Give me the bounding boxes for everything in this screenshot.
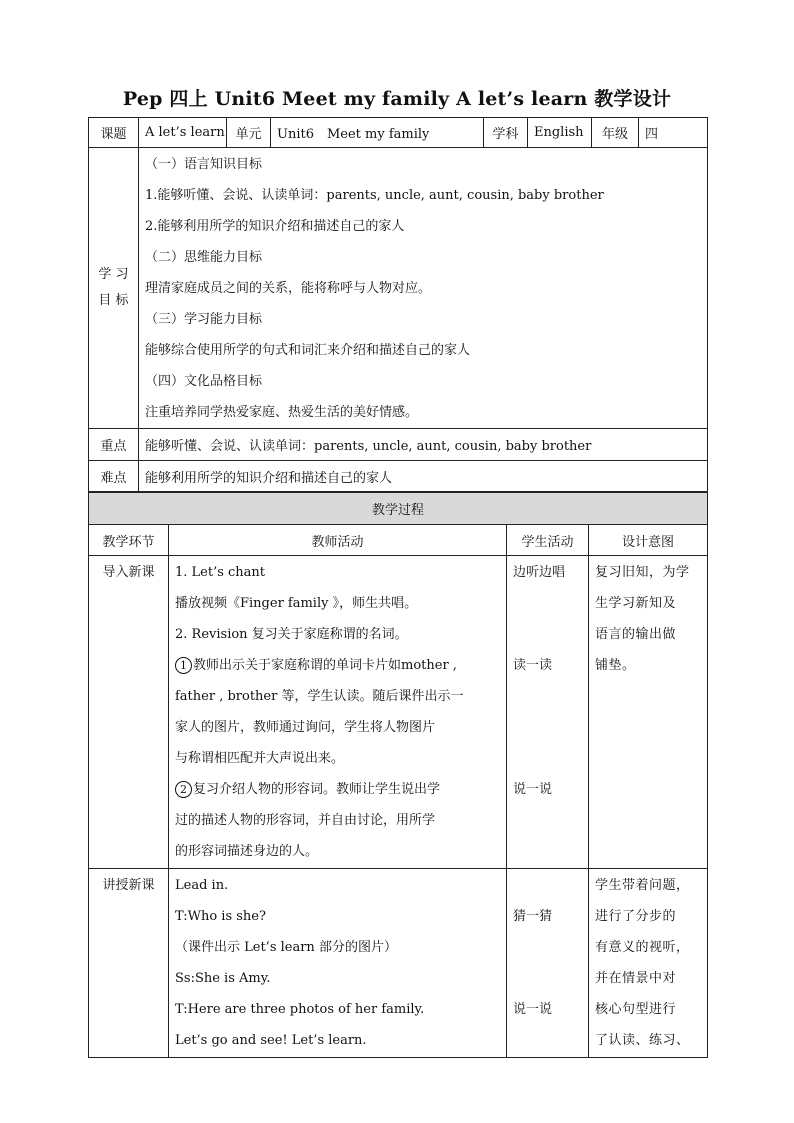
teacher-line: T:Here are three photos of her family. xyxy=(175,1002,425,1017)
teacher-line-text: 复习介绍人物的形容词。教师让学生说出学 xyxy=(193,782,441,797)
teacher-line: Ss:She is Amy. xyxy=(175,971,271,986)
design-line: 复习旧知，为学 xyxy=(595,565,690,580)
key-point-row xyxy=(89,429,708,461)
design-line: 核心句型进行 xyxy=(595,1002,677,1017)
student-activity: 说一说 xyxy=(513,782,553,797)
teacher-line: 与称谓相匹配并大声说出来。 xyxy=(175,751,345,766)
design-line: 语言的输出做 xyxy=(595,627,677,642)
objective-line: 理清家庭成员之间的关系，能将称呼与人物对应。 xyxy=(145,281,432,296)
teacher-line: 过的描述人物的形容词，并自由讨论，用所学 xyxy=(175,813,436,828)
teacher-activity-cell xyxy=(169,556,507,869)
topic-value: A let’s learn xyxy=(139,118,227,148)
teacher-line: 的形容词描述身边的人。 xyxy=(175,844,319,859)
teacher-line: 家人的图片，教师通过询问，学生将人物图片 xyxy=(175,720,436,735)
process-row-new-lesson xyxy=(89,869,708,1058)
objective-line: （三）学习能力目标 xyxy=(145,312,263,327)
teacher-line: Let’s go and see! Let’s learn. xyxy=(175,1033,367,1048)
design-line: 进行了分步的 xyxy=(595,909,677,924)
process-title-row xyxy=(89,493,708,525)
student-activity: 说一说 xyxy=(513,1002,553,1017)
design-line: 并在情景中对 xyxy=(595,971,677,986)
teacher-line-text: 教师出示关于家庭称谓的单词卡片如mother , xyxy=(193,658,457,673)
circled-number: 2 xyxy=(175,781,192,798)
grade-label: 年级 xyxy=(592,118,639,148)
design-line: 学生带着问题， xyxy=(595,878,690,893)
topic-label: 课题 xyxy=(89,118,139,148)
stage-cell xyxy=(89,869,169,1058)
objective-line: 注重培养同学热爱家庭、热爱生活的美好情感。 xyxy=(145,405,419,420)
teacher-line: T:Who is she? xyxy=(175,909,266,924)
col-student-header: 学生活动 xyxy=(507,525,589,556)
teacher-line xyxy=(175,774,506,805)
student-activity-cell xyxy=(507,869,589,1058)
difficulty-text: 能够利用所学的知识介绍和描述自己的家人 xyxy=(139,461,708,492)
objective-line: （二）思维能力目标 xyxy=(145,250,263,265)
objective-line: （四）文化品格目标 xyxy=(145,374,263,389)
subject-label: 学科 xyxy=(484,118,528,148)
teacher-line: 1. Let’s chant xyxy=(175,565,266,580)
design-intent-cell xyxy=(589,869,708,1058)
grade-value: 四 xyxy=(639,118,708,148)
process-row-intro xyxy=(89,556,708,869)
lesson-info-table xyxy=(88,117,708,492)
unit-label: 单元 xyxy=(227,118,271,148)
student-activity-cell xyxy=(507,556,589,869)
teacher-activity-cell xyxy=(169,869,507,1058)
objectives-label xyxy=(89,148,139,429)
teacher-line: 播放视频《Finger family 》，师生共唱。 xyxy=(175,596,418,611)
objective-line: （一）语言知识目标 xyxy=(145,157,263,172)
objective-line: 1.能够听懂、会说、认读单词：parents, uncle, aunt, cousin, baby brother xyxy=(145,188,604,203)
teacher-line: Lead in. xyxy=(175,878,229,893)
teacher-line: （课件出示 Let’s learn 部分的图片） xyxy=(175,940,397,955)
stage-label: 导入新课 xyxy=(102,565,155,580)
difficulty-row xyxy=(89,461,708,492)
process-header-row xyxy=(89,525,708,556)
student-activity: 读一读 xyxy=(513,658,553,673)
process-title: 教学过程 xyxy=(89,493,708,525)
page-title: Pep 四上 Unit6 Meet my family A let’s learn 教学设计 xyxy=(122,88,672,110)
objective-line: 2.能够利用所学的知识介绍和描述自己的家人 xyxy=(145,219,405,234)
objective-line: 能够综合使用所学的句式和词汇来介绍和描述自己的家人 xyxy=(145,343,471,358)
design-line: 了认读、练习、 xyxy=(595,1033,690,1048)
teaching-process-table xyxy=(88,492,708,1058)
key-point-label: 重点 xyxy=(89,429,139,461)
objectives-content xyxy=(139,148,708,429)
design-line: 有意义的视听， xyxy=(595,940,690,955)
objectives-label-line-2: 目 标 xyxy=(98,293,129,308)
col-teacher-header: 教师活动 xyxy=(169,525,507,556)
stage-label: 讲授新课 xyxy=(102,878,155,893)
circled-number: 1 xyxy=(175,657,192,674)
design-line: 铺垫。 xyxy=(595,658,636,673)
col-stage-header: 教学环节 xyxy=(89,525,169,556)
unit-value: Unit6 Meet my family xyxy=(271,118,484,148)
objectives-label-line-1: 学 习 xyxy=(98,267,129,282)
student-activity: 边听边唱 xyxy=(513,565,566,580)
subject-value: English xyxy=(528,118,592,148)
stage-cell xyxy=(89,556,169,869)
teacher-line: father , brother 等，学生认读。随后课件出示一 xyxy=(175,689,464,704)
teacher-line xyxy=(175,650,506,681)
col-design-header: 设计意图 xyxy=(589,525,708,556)
design-intent-cell xyxy=(589,556,708,869)
teacher-line: 2. Revision 复习关于家庭称谓的名词。 xyxy=(175,627,408,642)
difficulty-label: 难点 xyxy=(89,461,139,492)
student-activity: 猜一猜 xyxy=(513,909,553,924)
header-row xyxy=(89,118,708,148)
objectives-row xyxy=(89,148,708,429)
key-point-text: 能够听懂、会说、认读单词：parents, uncle, aunt, cousin, baby brother xyxy=(139,429,708,461)
design-line: 生学习新知及 xyxy=(595,596,677,611)
